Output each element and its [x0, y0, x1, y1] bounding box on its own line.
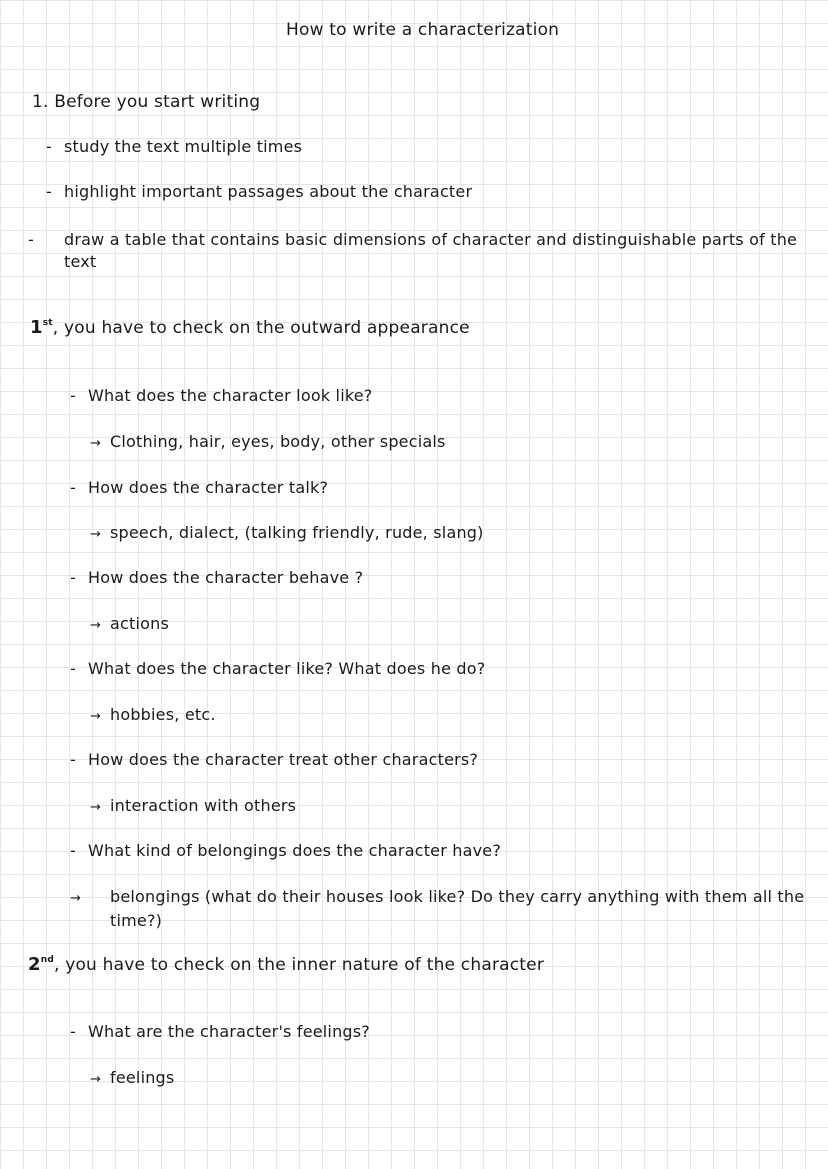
- answer-behave: [90, 614, 169, 633]
- heading-text: , you have to check on the inner nature of the character: [53, 955, 545, 975]
- bullet-draw-table: [28, 229, 824, 273]
- ordinal-suffix: st: [42, 318, 53, 328]
- section-before-writing-heading: 1. Before you start writing: [32, 92, 261, 112]
- bullet-study-text: [46, 137, 302, 156]
- dash-bullet: -: [70, 386, 76, 405]
- answer-belongings: [70, 886, 810, 932]
- ordinal: 2: [28, 954, 41, 975]
- question-behave: [70, 568, 363, 587]
- arrow-icon: →: [90, 618, 102, 633]
- dash-bullet: -: [28, 230, 34, 249]
- dash-bullet: -: [70, 841, 76, 860]
- answer-text: Clothing, hair, eyes, body, other specials: [110, 432, 446, 451]
- ordinal-suffix: nd: [40, 955, 54, 965]
- question-text: What kind of belongings does the character have?: [88, 841, 502, 860]
- answer-like: [90, 705, 216, 724]
- arrow-icon: →: [90, 709, 102, 724]
- question-text: How does the character treat other characters?: [88, 750, 479, 769]
- question-like: [70, 659, 485, 678]
- question-text: What does the character like? What does he do?: [88, 659, 486, 678]
- answer-text: actions: [110, 614, 169, 633]
- bullet-highlight-passages: [46, 182, 472, 201]
- question-text: What does the character look like?: [88, 386, 373, 405]
- answer-text: hobbies, etc.: [110, 705, 216, 724]
- heading-text: , you have to check on the outward appearance: [52, 318, 470, 338]
- question-text: How does the character talk?: [88, 478, 329, 497]
- answer-feelings: [90, 1068, 174, 1087]
- dash-bullet: -: [70, 659, 76, 678]
- arrow-icon: →: [70, 891, 82, 906]
- answer-text: feelings: [110, 1068, 175, 1087]
- arrow-icon: →: [90, 800, 102, 815]
- dash-bullet: -: [70, 750, 76, 769]
- question-talk: [70, 478, 328, 497]
- dash-bullet: -: [70, 478, 76, 497]
- answer-text: speech, dialect, (talking friendly, rude, slang): [110, 523, 484, 542]
- dash-bullet: -: [46, 137, 52, 156]
- question-text: How does the character behave ?: [88, 568, 364, 587]
- page-title: How to write a characterization: [286, 20, 560, 40]
- question-look: [70, 386, 372, 405]
- answer-look: [90, 432, 446, 451]
- section-inner-heading: [28, 954, 544, 975]
- section-outward-heading: [30, 317, 470, 338]
- arrow-icon: →: [90, 527, 102, 542]
- arrow-icon: →: [90, 436, 102, 451]
- dash-bullet: -: [70, 1022, 76, 1041]
- ordinal: 1: [30, 317, 43, 338]
- bullet-text: study the text multiple times: [64, 137, 303, 156]
- dash-bullet: -: [70, 568, 76, 587]
- answer-treat: [90, 796, 296, 815]
- arrow-icon: →: [90, 1072, 102, 1087]
- answer-text: interaction with others: [110, 796, 297, 815]
- question-feelings: [70, 1022, 370, 1041]
- answer-talk: [90, 523, 484, 542]
- answer-text: belongings (what do their houses look like? Do they carry anything with them all the time?): [110, 887, 805, 930]
- bullet-text: draw a table that contains basic dimensions of character and distinguishable parts of the text: [64, 230, 798, 271]
- question-belongings: [70, 841, 501, 860]
- question-treat: [70, 750, 478, 769]
- dash-bullet: -: [46, 182, 52, 201]
- question-text: What are the character's feelings?: [88, 1022, 371, 1041]
- bullet-text: highlight important passages about the character: [64, 182, 473, 201]
